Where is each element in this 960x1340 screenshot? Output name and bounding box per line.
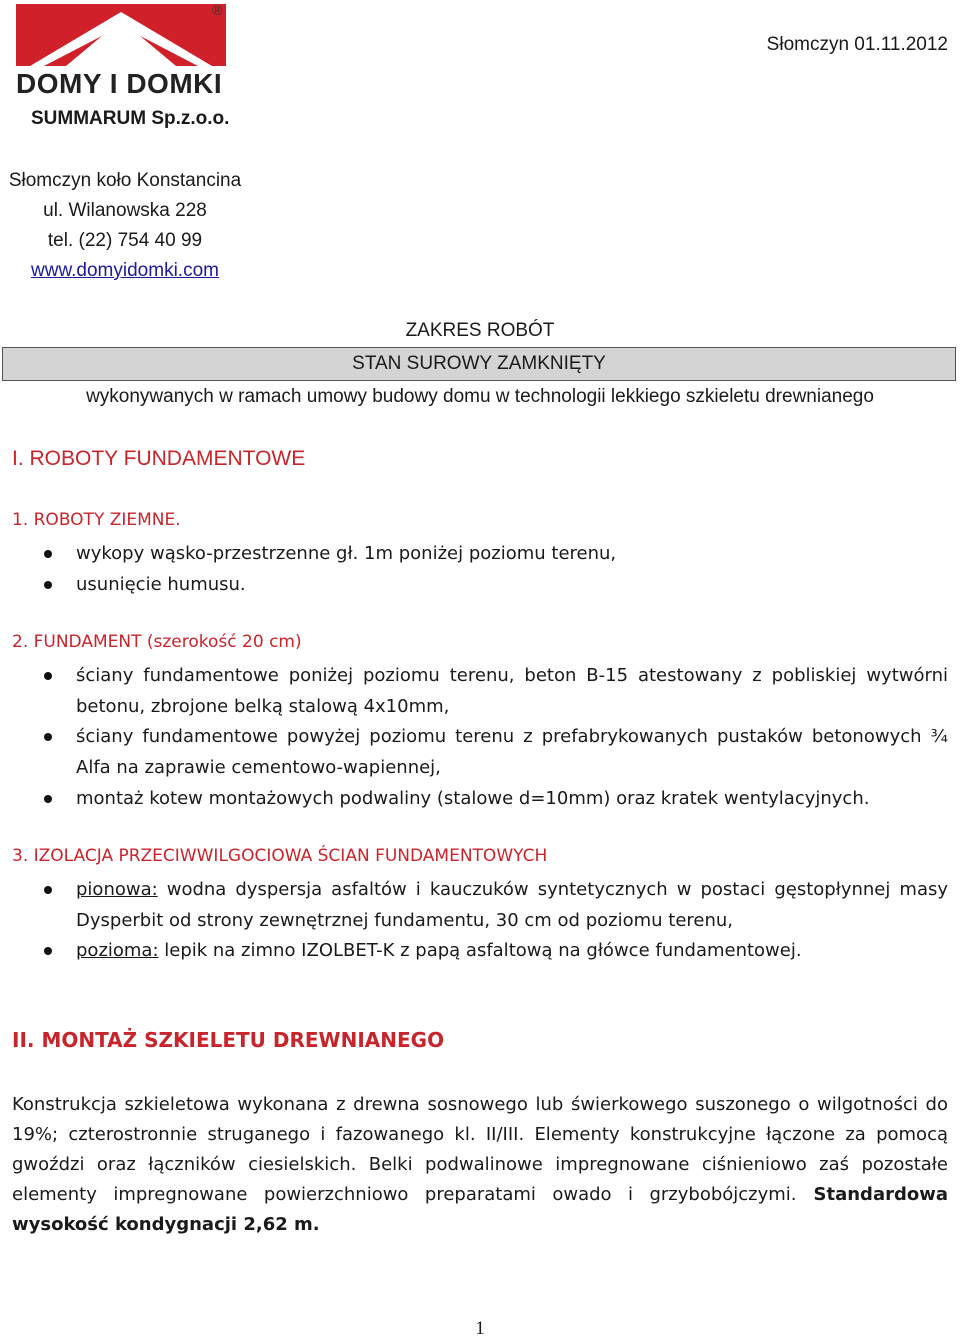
- section2-heading: II. MONTAŻ SZKIELETU DREWNIANEGO: [12, 1028, 445, 1052]
- page-number: 1: [475, 1318, 485, 1339]
- logo-text: DOMY I DOMKI: [16, 68, 223, 99]
- bullet-icon: [44, 550, 52, 558]
- item-label: pionowa:: [76, 879, 158, 900]
- scope-title: ZAKRES ROBÓT: [405, 320, 555, 341]
- document-date: Słomczyn 01.11.2012: [766, 34, 948, 55]
- list-item: ściany fundamentowe powyżej poziomu terenu z prefabrykowanych pustaków betonowych ¾ Alfa na zaprawie cementowo-wapiennej,: [76, 726, 948, 778]
- list-item: montaż kotew montażowych podwaliny (stalowe d=10mm) oraz kratek wentylacyjnych.: [76, 788, 870, 809]
- list-item: wykopy wąsko-przestrzenne gł. 1m poniżej poziomu terenu,: [76, 543, 617, 564]
- bullet-icon: [44, 733, 52, 741]
- section1-heading: I. ROBOTY FUNDAMENTOWE: [12, 447, 306, 470]
- bullet-icon: [44, 672, 52, 680]
- section2-paragraph: [12, 1090, 948, 1240]
- item-label: pozioma:: [76, 940, 159, 961]
- list-item: usunięcie humusu.: [76, 574, 246, 595]
- sub3-heading: 3. IZOLACJA PRZECIWWILGOCIOWA ŚCIAN FUNDAMENTOWYCH: [12, 846, 548, 866]
- website-link-wrap: [0, 260, 250, 282]
- bullet-icon: [44, 947, 52, 955]
- state-title-box: [2, 347, 956, 381]
- item-text: wodna dyspersja asfaltów i kauczuków syntetycznych w postaci gęstopłynnej masy Dysperbit od strony zewnętrznej fundamentu, 30 cm od poziomu terenu,: [76, 879, 948, 931]
- website-link[interactable]: www.domyidomki.com: [31, 260, 219, 281]
- list-item: ściany fundamentowe poniżej poziomu terenu, beton B-15 atestowany z pobliskiej wytwórni betonu, zbrojone belką stalową 4x10mm,: [76, 665, 948, 717]
- bullet-icon: [44, 581, 52, 589]
- company-name: SUMMARUM Sp.z.o.o.: [31, 108, 230, 129]
- sub2-heading: 2. FUNDAMENT (szerokość 20 cm): [12, 632, 302, 652]
- address-line2: ul. Wilanowska 228: [43, 200, 207, 221]
- bullet-icon: [44, 886, 52, 894]
- sub1-heading: 1. ROBOTY ZIEMNE.: [12, 510, 181, 530]
- phone-number: tel. (22) 754 40 99: [47, 230, 203, 251]
- paragraph-bold-tail: Standardowa wysokość kondygnacji 2,62 m.: [12, 1184, 948, 1235]
- list-item: [76, 935, 948, 966]
- address-line1: Słomczyn koło Konstancina: [8, 170, 242, 191]
- state-title: STAN SUROWY ZAMKNIĘTY: [352, 353, 606, 374]
- list-item: [76, 874, 948, 936]
- registered-mark: ®: [212, 2, 223, 18]
- bullet-icon: [44, 795, 52, 803]
- item-text: lepik na zimno IZOLBET-K z papą asfaltową na główce fundamentowej.: [158, 940, 802, 961]
- company-logo: [16, 4, 236, 98]
- document-subtitle: wykonywanych w ramach umowy budowy domu w technologii lekkiego szkieletu drewnianego: [86, 386, 874, 407]
- paragraph-text: Konstrukcja szkieletowa wykonana z drewna sosnowego lub świerkowego suszonego o wilgotności do 19%; czterostronnie struganego i fazowanego kl. II/III. Elementy konstrukcyjne łączone za pomocą gwoździ oraz łączników ciesielskich. Belki podwalinowe impregnowane ciśnieniowo zaś pozostałe elementy impregnowane powierzchniowo preparatami owado i grzybobójczymi.: [12, 1094, 948, 1205]
